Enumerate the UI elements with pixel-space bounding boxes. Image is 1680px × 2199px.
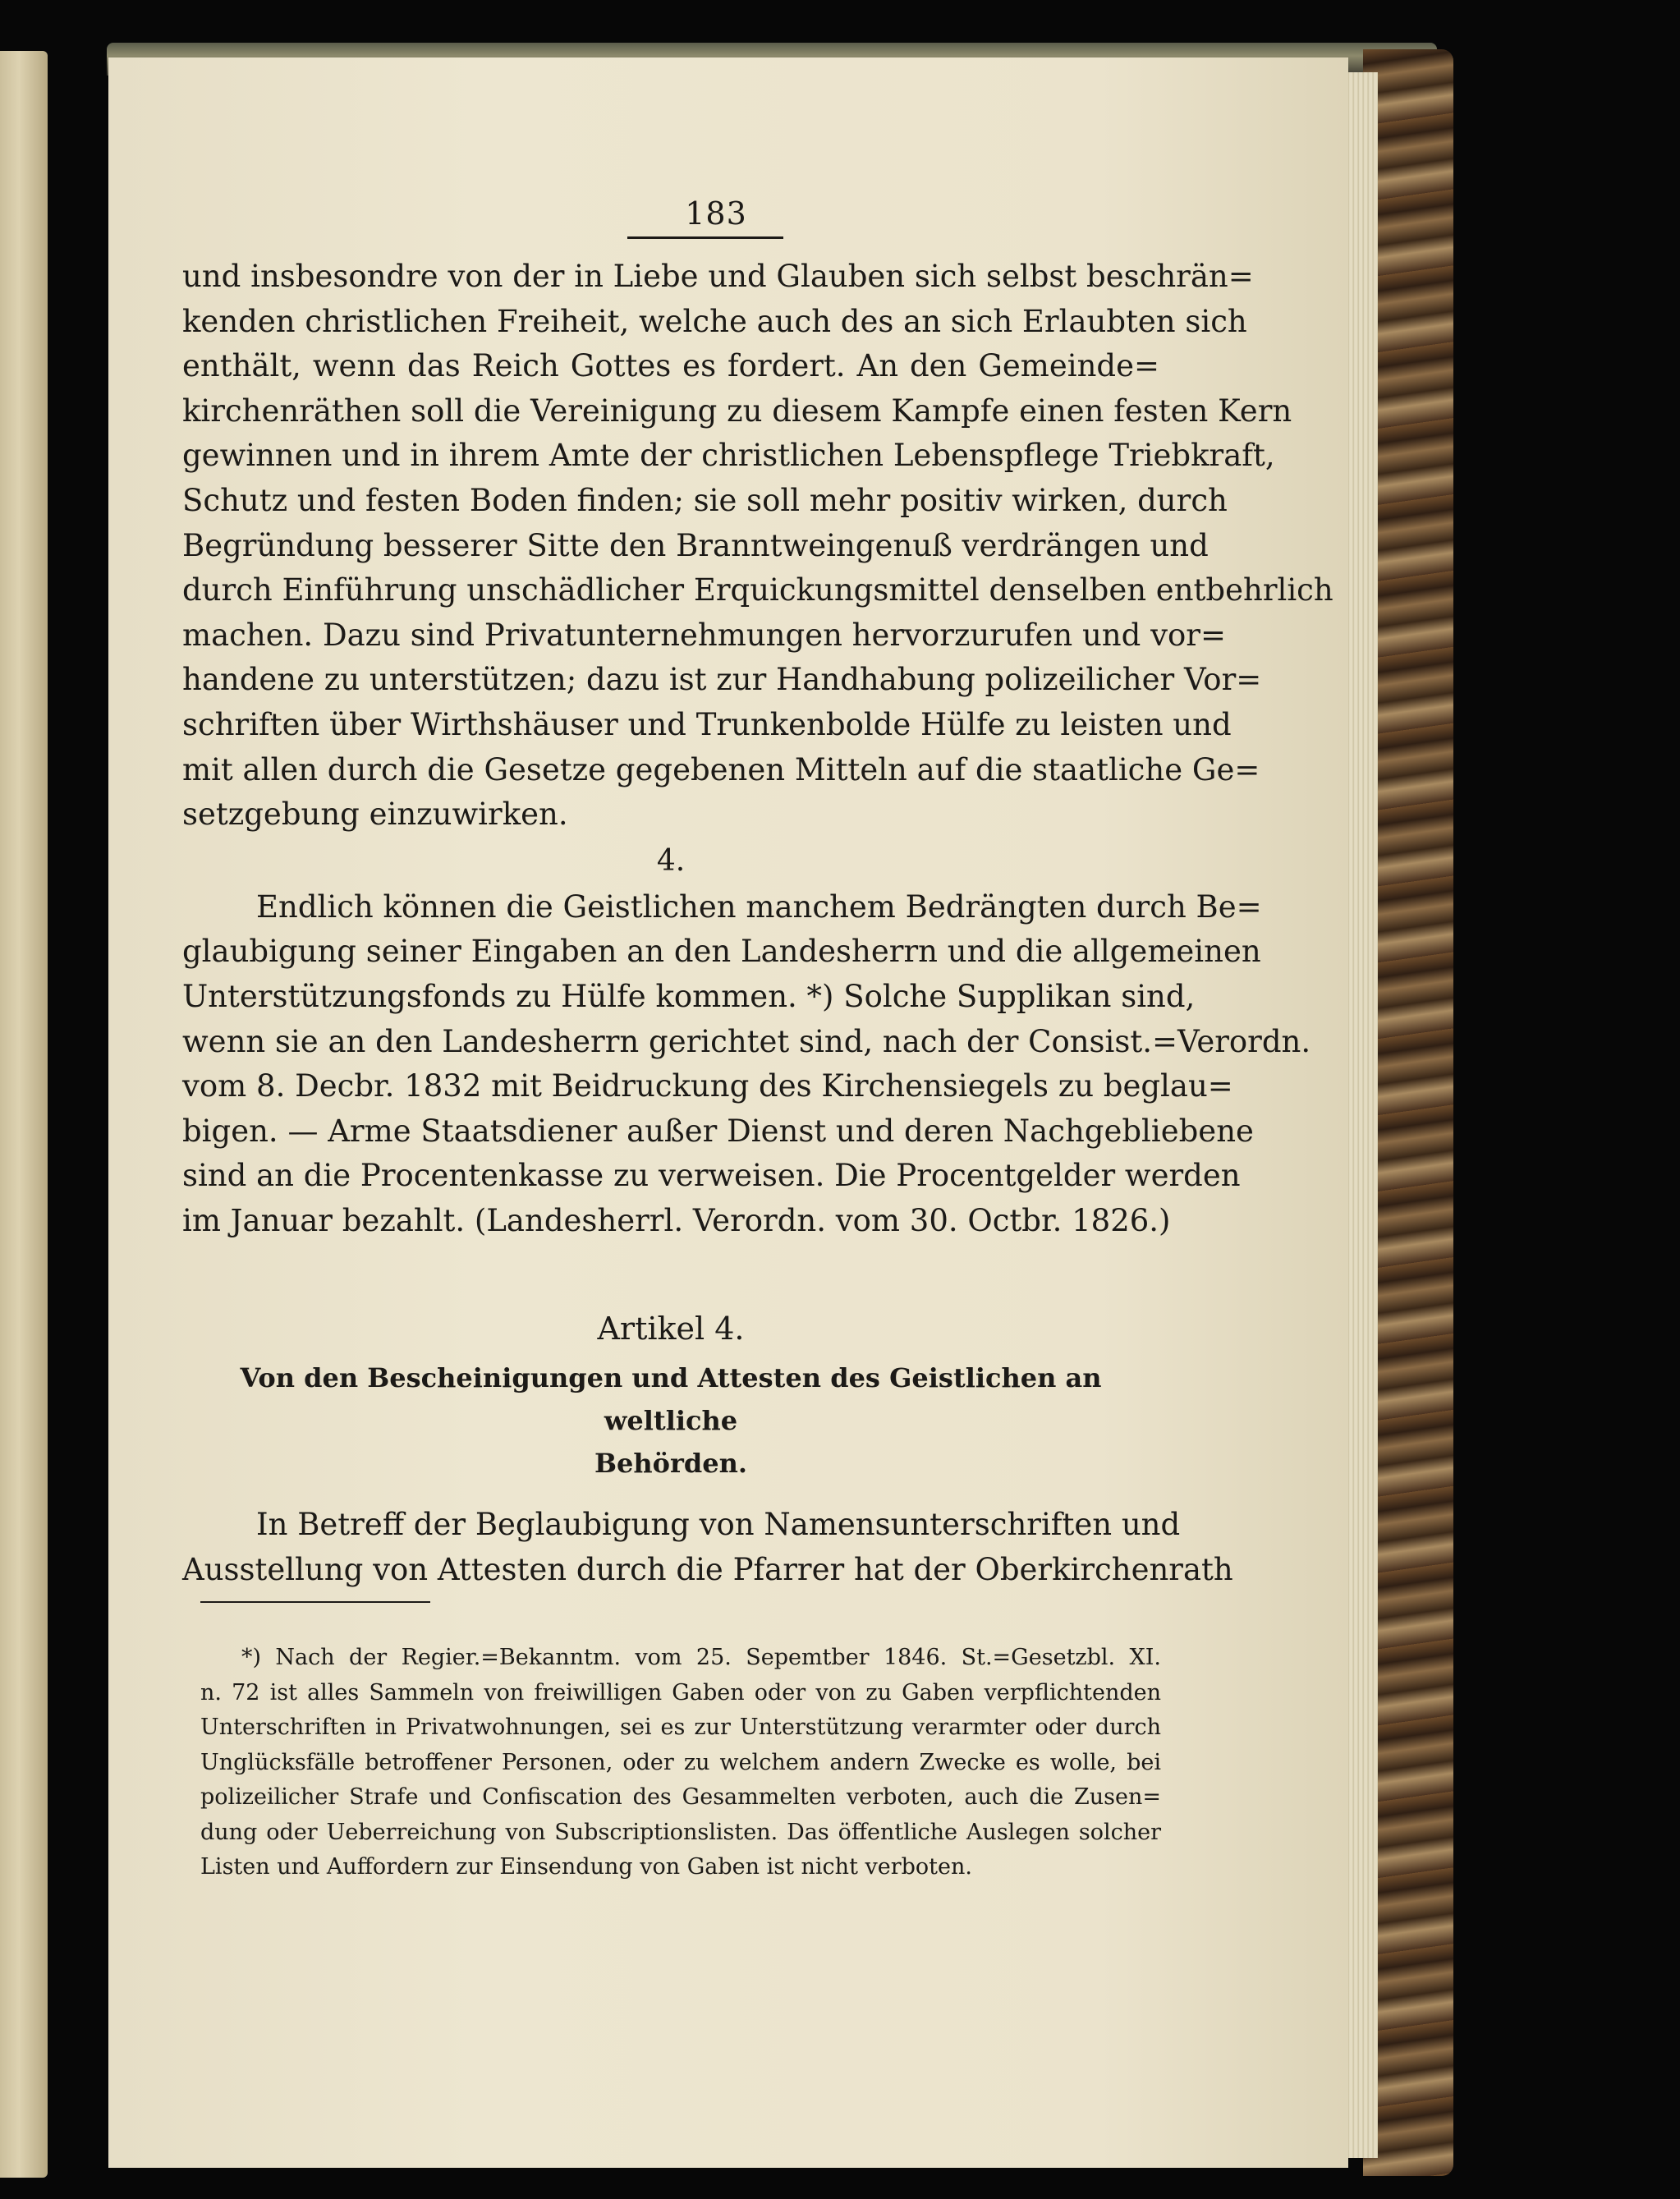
text-line: bigen. — Arme Staatsdiener außer Dienst und deren Nachgebliebene	[182, 1113, 1254, 1149]
page-body	[182, 255, 1333, 1593]
article-subtitle-line: Behörden.	[594, 1448, 747, 1480]
text-line: vom 8. Decbr. 1832 mit Beidruckung des Kirchensiegels zu beglau=	[182, 1068, 1233, 1104]
text-line: Schutz und festen Boden finden; sie soll mehr positiv wirken, durch	[182, 482, 1228, 518]
text-line: Endlich können die Geistlichen manchem Bedrängten durch Be=	[256, 888, 1262, 925]
text-line: Ausstellung von Attesten durch die Pfarrer hat der Oberkirchenrath	[182, 1552, 1233, 1588]
page-number-rule	[627, 236, 783, 239]
footnote-line: Unglücksfälle betroffener Personen, oder zu welchem andern Zwecke es wolle, bei	[200, 1749, 1161, 1775]
article-title: Artikel 4.	[597, 1311, 745, 1347]
text-line: In Betreff der Beglaubigung von Namensunterschriften und	[256, 1507, 1181, 1543]
text-line: durch Einführung unschädlicher Erquickungsmittel denselben entbehrlich	[182, 572, 1333, 608]
text-line: glaubigung seiner Eingaben an den Landesherrn und die allgemeinen	[182, 934, 1261, 970]
footnote-rule	[200, 1601, 430, 1603]
text-line: machen. Dazu sind Privatunternehmungen hervorzurufen und vor=	[182, 617, 1226, 653]
page-number: 183	[685, 195, 747, 232]
section-number: 4.	[656, 843, 686, 878]
text-line: mit allen durch die Gesetze gegebenen Mitteln auf die staatliche Ge=	[182, 751, 1260, 787]
paragraph-1	[182, 255, 1333, 838]
text-line: Begründung besserer Sitte den Branntweingenuß verdrängen und	[182, 527, 1209, 563]
article-subtitle	[182, 1357, 1159, 1485]
text-line: und insbesondre von der in Liebe und Glauben sich selbst beschrän=	[182, 259, 1254, 294]
text-line: kenden christlichen Freiheit, welche auch des an sich Erlaubten sich	[182, 303, 1247, 339]
footnote-line: dung oder Ueberreichung von Subscriptionslisten. Das öffentliche Auslegen solcher	[200, 1819, 1161, 1845]
footnote-line: *) Nach der Regier.=Bekanntm. vom 25. Sepemtber 1846. St.=Gesetzbl. XI.	[241, 1645, 1161, 1670]
text-line: im Januar bezahlt. (Landesherrl. Verordn. vom 30. Octbr. 1826.)	[182, 1202, 1171, 1238]
footnote-line: polizeilicher Strafe und Confiscation des Gesammelten verboten, auch die Zusen=	[200, 1784, 1161, 1810]
text-line: enthält, wenn das Reich Gottes es fordert. An den Gemeinde=	[182, 348, 1159, 384]
text-line: gewinnen und in ihrem Amte der christlichen Lebenspflege Triebkraft,	[182, 438, 1275, 474]
text-line: handene zu unterstützen; dazu ist zur Handhabung polizeilicher Vor=	[182, 662, 1262, 698]
text-line: wenn sie an den Landesherrn gerichtet sind, nach der Consist.=Verordn.	[182, 1023, 1311, 1059]
left-page-edge	[0, 51, 48, 2178]
article-subtitle-line: Von den Bescheinigungen und Attesten des Geistlichen an weltliche	[240, 1362, 1102, 1437]
footnote	[200, 1641, 1161, 1885]
footnote-line: n. 72 ist alles Sammeln von freiwilligen Gaben oder von zu Gaben verpflichtenden	[200, 1679, 1161, 1705]
text-line: kirchenräthen soll die Vereinigung zu diesem Kampfe einen festen Kern	[182, 393, 1292, 429]
text-line: sind an die Procentenkasse zu verweisen. Die Procentgelder werden	[182, 1158, 1241, 1194]
footnote-line: Unterschriften in Privatwohnungen, sei es zur Unterstützung verarmter oder durch	[200, 1715, 1161, 1740]
book-page	[108, 57, 1348, 2168]
paragraph-3	[182, 1503, 1233, 1592]
text-line: setzgebung einzuwirken.	[182, 797, 568, 833]
footnote-line: Listen und Auffordern zur Einsendung von Gaben ist nicht verboten.	[200, 1854, 972, 1880]
paragraph-2	[182, 885, 1311, 1244]
text-line: schriften über Wirthshäuser und Trunkenbolde Hülfe zu leisten und	[182, 706, 1232, 742]
text-line: Unterstützungsfonds zu Hülfe kommen. *) Solche Supplikan sind,	[182, 978, 1196, 1014]
